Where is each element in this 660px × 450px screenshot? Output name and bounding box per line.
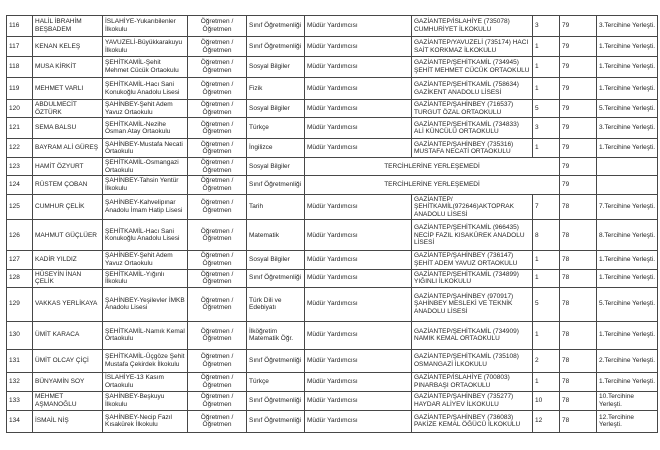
cell-from_school: ŞEHİTKAMİL-Osmangazi Ortaokulu [103, 158, 188, 176]
cell-result: 10.Tercihine Yerleşti. [597, 391, 658, 410]
cell-branch: Türkçe [247, 372, 305, 391]
cell-assignment: Müdür Yardımcısı [305, 220, 412, 251]
cell-position: Öğretmen / Öğretmen [188, 269, 247, 287]
cell-from_school: YAVUZELİ-Büyükkarakuyu İlkokulu [103, 37, 188, 57]
cell-score: 78 [560, 391, 597, 410]
cell-name: ÜMİT KARACA [33, 321, 103, 349]
cell-assignment: Müdür Yardımcısı [305, 251, 412, 269]
cell-no: 117 [7, 37, 33, 57]
cell-result: 7.Tercihine Yerleşti. [597, 194, 658, 220]
cell-to_school: GAZİANTEP/ŞEHİTKAMİL (735108) OSMANGAZİ İLKOKULU [412, 349, 533, 372]
cell-no: 127 [7, 251, 33, 269]
table-row [7, 37, 658, 57]
cell-assignment: Müdür Yardımcısı [305, 139, 412, 158]
cell-branch: Sınıf Öğretmenliği [247, 37, 305, 57]
cell-to_school: GAZİANTEP/ŞEHİTKAMİL (966435) NECİP FAZIL KISAKÜREK ANADOLU LİSESİ [412, 220, 533, 251]
cell-no: 133 [7, 391, 33, 410]
cell-name: MUSA KİRKİT [33, 57, 103, 78]
cell-no: 132 [7, 372, 33, 391]
cell-result: 5.Tercihine Yerleşti. [597, 100, 658, 118]
cell-branch: Sınıf Öğretmenliği [247, 349, 305, 372]
table-row [7, 391, 658, 410]
cell-name: BAYRAM ALİ GÜREŞ [33, 139, 103, 158]
cell-assignment: Müdür Yardımcısı [305, 410, 412, 432]
cell-from_school: ŞAHİNBEY-Şehit Adem Yavuz Ortaokulu [103, 100, 188, 118]
cell-from_school: ŞAHİNBEY-Kahvelipınar Anadolu İmam Hatip Lisesi [103, 194, 188, 220]
cell-to_school: GAZİANTEP/ŞAHİNBEY (735277) HAYDAR ALİYEV İLKOKULU [412, 391, 533, 410]
cell-position: Öğretmen / Öğretmen [188, 410, 247, 432]
cell-not_placed_note: TERCİHLERİNE YERLEŞEMEDİ [305, 158, 560, 176]
cell-name: MEHMET AŞMANOĞLU [33, 391, 103, 410]
cell-position: Öğretmen / Öğretmen [188, 287, 247, 321]
table-row [7, 139, 658, 158]
cell-result [597, 158, 658, 176]
cell-preference: 5 [533, 287, 560, 321]
cell-position: Öğretmen / Öğretmen [188, 139, 247, 158]
cell-to_school: GAZİANTEP/ŞEHİTKAMİL (734833) ALİ KÜNCÜLÜ ORTAOKULU [412, 118, 533, 139]
cell-assignment: Müdür Yardımcısı [305, 16, 412, 37]
cell-name: MAHMUT GÜÇLÜER [33, 220, 103, 251]
cell-score: 79 [560, 16, 597, 37]
cell-no: 128 [7, 269, 33, 287]
cell-result: 5.Tercihine Yerleşti. [597, 287, 658, 321]
cell-no: 130 [7, 321, 33, 349]
cell-to_school: GAZİANTEP/İSLAHİYE (735078) CUMHURİYET İLKOKULU [412, 16, 533, 37]
cell-name: CUMHUR ÇELİK [33, 194, 103, 220]
cell-score: 78 [560, 251, 597, 269]
cell-score: 79 [560, 176, 597, 194]
cell-from_school: ŞAHİNBEY-Mustafa Necati Ortaokulu [103, 139, 188, 158]
cell-no: 118 [7, 57, 33, 78]
table-row [7, 16, 658, 37]
cell-name: KADİR YILDIZ [33, 251, 103, 269]
cell-score: 78 [560, 321, 597, 349]
cell-no: 119 [7, 78, 33, 100]
cell-to_school: GAZİANTEP/ŞEHİTKAMİL (734945) ŞEHİT MEHMET CÜCÜK ORTAOKULU [412, 57, 533, 78]
cell-from_school: ŞEHİTKAMİL-Namık Kemal Ortaokulu [103, 321, 188, 349]
cell-score: 78 [560, 410, 597, 432]
cell-result: 1.Tercihine Yerleşti. [597, 321, 658, 349]
cell-score: 79 [560, 37, 597, 57]
cell-position: Öğretmen / Öğretmen [188, 118, 247, 139]
cell-name: İSMAİL NİŞ [33, 410, 103, 432]
cell-not_placed_note: TERCİHLERİNE YERLEŞEMEDİ [305, 176, 560, 194]
cell-name: ÜMİT OLCAY ÇİÇİ [33, 349, 103, 372]
cell-result: 1.Tercihine Yerleşti. [597, 269, 658, 287]
cell-name: HÜSEYİN İNAN ÇELİK [33, 269, 103, 287]
cell-position: Öğretmen / Öğretmen [188, 194, 247, 220]
cell-position: Öğretmen / Öğretmen [188, 220, 247, 251]
cell-no: 131 [7, 349, 33, 372]
cell-assignment: Müdür Yardımcısı [305, 78, 412, 100]
cell-branch: Sınıf Öğretmenliği [247, 16, 305, 37]
cell-assignment: Müdür Yardımcısı [305, 321, 412, 349]
cell-branch: İngilizce [247, 139, 305, 158]
cell-result: 1.Tercihine Yerleşti. [597, 57, 658, 78]
cell-branch: Sınıf Öğretmenliği [247, 269, 305, 287]
cell-to_school: GAZİANTEP/ŞEHİTKAMİL(972646)AKTOPRAK ANADOLU LİSESİ [412, 194, 533, 220]
cell-assignment: Müdür Yardımcısı [305, 100, 412, 118]
table-row [7, 321, 658, 349]
cell-position: Öğretmen / Öğretmen [188, 158, 247, 176]
cell-to_school: GAZİANTEP/ŞEHİTKAMİL (758634) GAZİKENT ANADOLU LİSESİ [412, 78, 533, 100]
cell-name: BÜNYAMİN SOY [33, 372, 103, 391]
table-row [7, 349, 658, 372]
table-row [7, 118, 658, 139]
cell-no: 121 [7, 118, 33, 139]
table-row [7, 194, 658, 220]
cell-from_school: ŞEHİTKAMİL-Hacı Sani Konukoğlu Anadolu Lisesi [103, 78, 188, 100]
cell-branch: Sosyal Bilgiler [247, 158, 305, 176]
cell-from_school: ŞAHİNBEY-Yeşilevler İMKB Anadolu Lisesi [103, 287, 188, 321]
cell-no: 126 [7, 220, 33, 251]
cell-branch: Sosyal Bilgiler [247, 100, 305, 118]
cell-preference: 1 [533, 269, 560, 287]
cell-branch: Sosyal Bilgiler [247, 251, 305, 269]
cell-branch: Türkçe [247, 118, 305, 139]
cell-branch: Fizik [247, 78, 305, 100]
cell-no: 129 [7, 287, 33, 321]
cell-preference: 1 [533, 321, 560, 349]
cell-preference: 10 [533, 391, 560, 410]
cell-position: Öğretmen / Öğretmen [188, 391, 247, 410]
cell-no: 116 [7, 16, 33, 37]
table-row [7, 220, 658, 251]
table-row [7, 100, 658, 118]
table-row [7, 251, 658, 269]
cell-score: 79 [560, 118, 597, 139]
cell-result: 8.Tercihine Yerleşti. [597, 220, 658, 251]
cell-branch: Türk Dili ve Edebiyatı [247, 287, 305, 321]
table-row [7, 287, 658, 321]
cell-from_school: ŞAHİNBEY-Tahsin Yentür İlkokulu [103, 176, 188, 194]
cell-position: Öğretmen / Öğretmen [188, 57, 247, 78]
cell-to_school: GAZİANTEP/ŞAHİNBEY (736083) PAKİZE KEMAL ÖĞÜCÜ İLKOKULU [412, 410, 533, 432]
cell-preference: 3 [533, 118, 560, 139]
cell-score: 79 [560, 139, 597, 158]
table-row [7, 57, 658, 78]
cell-result: 2.Tercihine Yerleşti. [597, 349, 658, 372]
cell-assignment: Müdür Yardımcısı [305, 349, 412, 372]
cell-preference: 1 [533, 57, 560, 78]
cell-assignment: Müdür Yardımcısı [305, 391, 412, 410]
cell-name: VAKKAS YERLİKAYA [33, 287, 103, 321]
cell-branch: Matematik [247, 220, 305, 251]
cell-score: 79 [560, 57, 597, 78]
cell-branch: Tarih [247, 194, 305, 220]
cell-from_school: ŞEHİTKAMİL-Nezihe Osman Atay Ortaokulu [103, 118, 188, 139]
cell-assignment: Müdür Yardımcısı [305, 118, 412, 139]
cell-result: 3.Tercihine Yerleşti. [597, 118, 658, 139]
cell-position: Öğretmen / Öğretmen [188, 78, 247, 100]
cell-from_school: ŞAHİNBEY-Şehit Adem Yavuz Ortaokulu [103, 251, 188, 269]
cell-to_school: GAZİANTEP/ŞAHİNBEY (970917) ŞAHİNBEY MESLEKİ VE TEKNİK ANADOLU LİSESİ [412, 287, 533, 321]
table-row [7, 372, 658, 391]
cell-preference: 2 [533, 349, 560, 372]
cell-preference: 1 [533, 372, 560, 391]
cell-score: 79 [560, 158, 597, 176]
cell-result: 3.Tercihine Yerleşti. [597, 16, 658, 37]
cell-score: 79 [560, 100, 597, 118]
cell-branch: Sosyal Bilgiler [247, 57, 305, 78]
cell-preference: 1 [533, 37, 560, 57]
cell-result: 1.Tercihine Yerleşti. [597, 37, 658, 57]
cell-score: 78 [560, 349, 597, 372]
cell-position: Öğretmen / Öğretmen [188, 372, 247, 391]
cell-no: 125 [7, 194, 33, 220]
cell-score: 78 [560, 269, 597, 287]
cell-position: Öğretmen / Öğretmen [188, 16, 247, 37]
cell-score: 78 [560, 372, 597, 391]
cell-position: Öğretmen / Öğretmen [188, 37, 247, 57]
cell-name: HALİL İBRAHİM BEŞBADEM [33, 16, 103, 37]
cell-score: 78 [560, 287, 597, 321]
cell-assignment: Müdür Yardımcısı [305, 57, 412, 78]
cell-to_school: GAZİANTEP/ŞAHİNBEY (716537) TURGUT ÖZAL ORTAOKULU [412, 100, 533, 118]
cell-from_school: ŞAHİNBEY-Beşkuyu İlkokulu [103, 391, 188, 410]
table-row [7, 269, 658, 287]
cell-preference: 12 [533, 410, 560, 432]
cell-position: Öğretmen / Öğretmen [188, 176, 247, 194]
table-row [7, 158, 658, 176]
cell-name: HAMİT ÖZYURT [33, 158, 103, 176]
cell-preference: 1 [533, 251, 560, 269]
cell-from_school: ŞEHİTKAMİL-Hacı Sani Konukoğlu Anadolu Lisesi [103, 220, 188, 251]
cell-no: 134 [7, 410, 33, 432]
cell-position: Öğretmen / Öğretmen [188, 251, 247, 269]
cell-preference: 1 [533, 78, 560, 100]
cell-result: 12.Tercihine Yerleşti. [597, 410, 658, 432]
cell-position: Öğretmen / Öğretmen [188, 321, 247, 349]
cell-preference: 3 [533, 16, 560, 37]
cell-no: 122 [7, 139, 33, 158]
cell-from_school: ŞEHİTKAMİL-Şehit Mehmet Cücük Ortaokulu [103, 57, 188, 78]
cell-to_school: GAZİANTEP/ŞAHİNBEY (735316) MUSTAFA NECATİ ORTAOKULU [412, 139, 533, 158]
cell-result: 1.Tercihine Yerleşti. [597, 78, 658, 100]
cell-to_school: GAZİANTEP/ŞEHİTKAMİL (734909) NAMIK KEMAL ORTAOKULU [412, 321, 533, 349]
cell-assignment: Müdür Yardımcısı [305, 37, 412, 57]
cell-from_school: ŞEHİTKAMİL-Yığınlı İlkokulu [103, 269, 188, 287]
cell-name: KENAN KELEŞ [33, 37, 103, 57]
cell-preference: 1 [533, 139, 560, 158]
cell-result: 1.Tercihine Yerleşti. [597, 251, 658, 269]
cell-score: 79 [560, 78, 597, 100]
cell-no: 123 [7, 158, 33, 176]
cell-to_school: GAZİANTEP/ŞEHİTKAMİL (734899) YIĞINLI İLKOKULU [412, 269, 533, 287]
table-row [7, 410, 658, 432]
cell-name: RÜSTEM ÇOBAN [33, 176, 103, 194]
table-row [7, 176, 658, 194]
cell-from_school: İSLAHİYE-Yukarıbilenler İlkokulu [103, 16, 188, 37]
cell-assignment: Müdür Yardımcısı [305, 269, 412, 287]
cell-to_school: GAZİANTEP/YAVUZELİ (735174) HACI SAİT KORKMAZ İLKOKULU [412, 37, 533, 57]
cell-from_school: ŞEHİTKAMİL-Üçgöze Şehit Mustafa Çekirdek İlkokulu [103, 349, 188, 372]
cell-preference: 8 [533, 220, 560, 251]
cell-position: Öğretmen / Öğretmen [188, 100, 247, 118]
cell-result: 1.Tercihine Yerleşti. [597, 372, 658, 391]
cell-assignment: Müdür Yardımcısı [305, 287, 412, 321]
cell-from_school: İSLAHİYE-13 Kasım Ortaokulu [103, 372, 188, 391]
assignment-table [6, 15, 658, 433]
cell-assignment: Müdür Yardımcısı [305, 372, 412, 391]
cell-branch: Sınıf Öğretmenliği [247, 176, 305, 194]
cell-from_school: ŞAHİNBEY-Necip Fazıl Kısakürek İlkokulu [103, 410, 188, 432]
cell-name: MEHMET VARLI [33, 78, 103, 100]
cell-preference: 5 [533, 100, 560, 118]
cell-to_school: GAZİANTEP/İSLAHİYE (700803) PINARBAŞI ORTAOKULU [412, 372, 533, 391]
cell-position: Öğretmen / Öğretmen [188, 349, 247, 372]
cell-score: 78 [560, 194, 597, 220]
cell-branch: Sınıf Öğretmenliği [247, 391, 305, 410]
assignment-table-body [7, 16, 658, 433]
cell-assignment: Müdür Yardımcısı [305, 194, 412, 220]
cell-score: 78 [560, 220, 597, 251]
table-row [7, 78, 658, 100]
cell-result: 1.Tercihine Yerleşti. [597, 139, 658, 158]
cell-no: 120 [7, 100, 33, 118]
cell-to_school: GAZİANTEP/ŞAHİNBEY (736147) ŞEHİT ADEM YAVUZ ORTAOKULU [412, 251, 533, 269]
cell-preference: 7 [533, 194, 560, 220]
cell-no: 124 [7, 176, 33, 194]
cell-branch: Sınıf Öğretmenliği [247, 410, 305, 432]
cell-result [597, 176, 658, 194]
cell-branch: İlköğretim Matematik Öğr. [247, 321, 305, 349]
cell-name: SEMA BALSU [33, 118, 103, 139]
cell-name: ABDULMECİT ÖZTÜRK [33, 100, 103, 118]
